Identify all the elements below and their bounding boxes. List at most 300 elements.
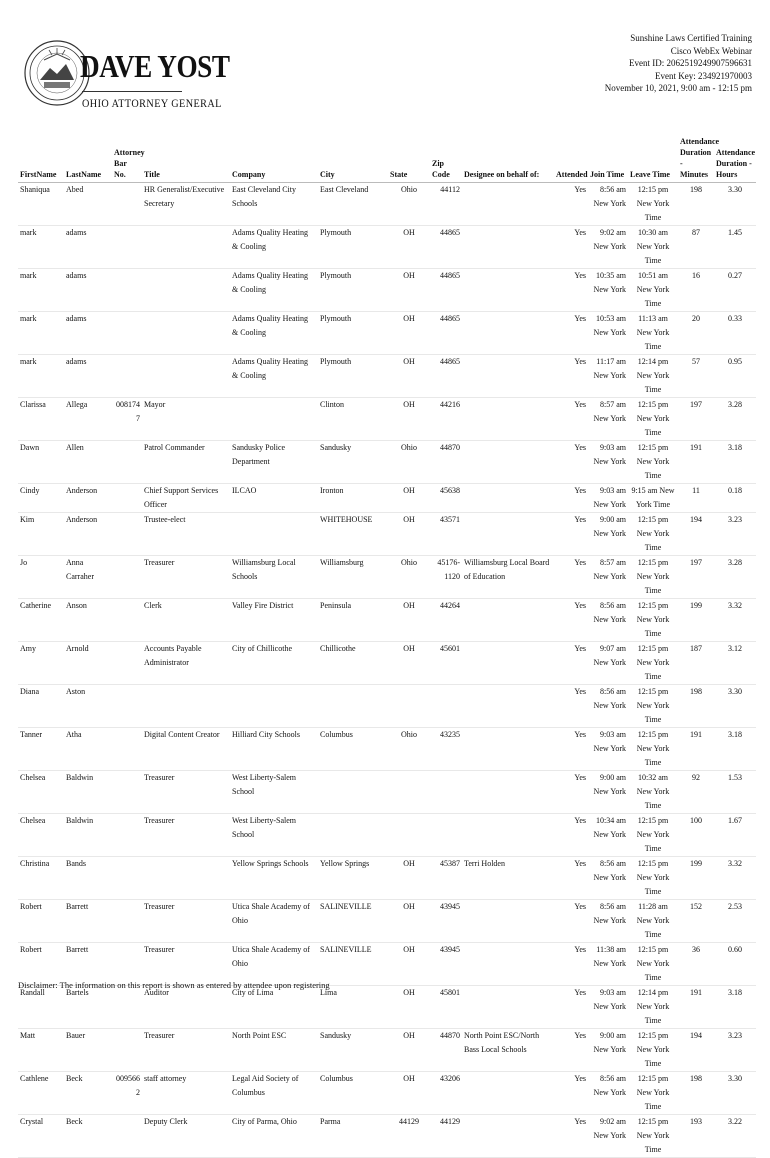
leave-time-cell: 12:15 pm New York Time (628, 1029, 678, 1072)
designee-cell (462, 1115, 554, 1158)
table-row (18, 1029, 756, 1072)
title-cell: Clerk (142, 599, 230, 642)
city-cell: Lima (318, 986, 388, 1029)
zip-cell: 45638 (430, 484, 462, 513)
first-name-cell: Diana (18, 685, 64, 728)
last-name-cell: Anna Carraher (64, 556, 112, 599)
hours-cell: 3.23 (714, 1029, 756, 1072)
minutes-cell: 16 (678, 269, 714, 312)
last-name-cell: Bauer (64, 1029, 112, 1072)
state-cell: OH (388, 943, 430, 986)
bar-no-cell (112, 513, 142, 556)
company-cell: ILCAO (230, 484, 318, 513)
leave-time-cell: 12:15 pm New York Time (628, 685, 678, 728)
first-name-cell: mark (18, 312, 64, 355)
last-name-cell: Allega (64, 398, 112, 441)
leave-time-cell: 11:13 am New York Time (628, 312, 678, 355)
first-name-cell: Crystal (18, 1115, 64, 1158)
table-row (18, 513, 756, 556)
leave-time-cell: 12:15 pm New York Time (628, 1072, 678, 1115)
hours-cell: 3.32 (714, 857, 756, 900)
bar-no-cell: 0095662 (112, 1072, 142, 1115)
last-name-cell: Abed (64, 183, 112, 226)
first-name-cell: Amy (18, 642, 64, 685)
zip-cell: 43945 (430, 900, 462, 943)
first-name-cell: Catherine (18, 599, 64, 642)
leave-time-cell: 12:15 pm New York Time (628, 599, 678, 642)
company-cell: Utica Shale Academy of Ohio (230, 900, 318, 943)
state-cell: OH (388, 484, 430, 513)
hours-cell: 3.30 (714, 685, 756, 728)
join-time-cell: 8:57 am New York (588, 556, 628, 599)
title-cell (142, 269, 230, 312)
table-row (18, 398, 756, 441)
designee-cell (462, 355, 554, 398)
attended-cell: Yes (554, 1115, 588, 1158)
hours-cell: 0.33 (714, 312, 756, 355)
attended-cell: Yes (554, 226, 588, 269)
city-cell: Williamsburg (318, 556, 388, 599)
join-time-cell: 8:56 am New York (588, 183, 628, 226)
hours-cell: 3.30 (714, 1072, 756, 1115)
zip-cell: 44112 (430, 183, 462, 226)
first-name-cell: Christina (18, 857, 64, 900)
join-time-cell: 9:03 am New York (588, 484, 628, 513)
first-name-cell: Tanner (18, 728, 64, 771)
join-time-cell: 10:34 am New York (588, 814, 628, 857)
designee-cell (462, 943, 554, 986)
title-cell (142, 685, 230, 728)
attended-cell: Yes (554, 728, 588, 771)
last-name-cell: Beck (64, 1115, 112, 1158)
title-cell: Digital Content Creator (142, 728, 230, 771)
attended-cell: Yes (554, 556, 588, 599)
company-cell (230, 685, 318, 728)
bar-no-cell (112, 269, 142, 312)
designee-cell (462, 986, 554, 1029)
table-row (18, 857, 756, 900)
company-cell: Williamsburg Local Schools (230, 556, 318, 599)
attended-cell: Yes (554, 441, 588, 484)
join-time-cell: 9:00 am New York (588, 1029, 628, 1072)
join-time-cell: 8:57 am New York (588, 398, 628, 441)
hours-cell: 3.28 (714, 556, 756, 599)
bar-no-cell (112, 484, 142, 513)
event-title: Sunshine Laws Certified Training (630, 33, 752, 43)
join-time-cell: 9:00 am New York (588, 513, 628, 556)
first-name-cell: Matt (18, 1029, 64, 1072)
col-title: Title (142, 136, 230, 183)
hours-cell: 0.18 (714, 484, 756, 513)
table-row (18, 269, 756, 312)
minutes-cell: 92 (678, 771, 714, 814)
minutes-cell: 198 (678, 1072, 714, 1115)
event-date: November 10, 2021, 9:00 am - 12:15 pm (604, 83, 752, 93)
company-cell: Sandusky Police Department (230, 441, 318, 484)
last-name-cell: Arnold (64, 642, 112, 685)
first-name-cell: Robert (18, 900, 64, 943)
zip-cell: 43235 (430, 728, 462, 771)
hours-cell: 0.95 (714, 355, 756, 398)
designee-cell (462, 183, 554, 226)
state-cell: OH (388, 642, 430, 685)
attended-cell: Yes (554, 771, 588, 814)
minutes-cell: 191 (678, 441, 714, 484)
col-leave-time: Leave Time (628, 136, 678, 183)
bar-no-cell (112, 183, 142, 226)
minutes-cell: 87 (678, 226, 714, 269)
state-cell: Ohio (388, 183, 430, 226)
title-cell (142, 312, 230, 355)
designee-cell (462, 685, 554, 728)
designee-cell: Williamsburg Local Board of Education (462, 556, 554, 599)
attended-cell: Yes (554, 986, 588, 1029)
table-row (18, 728, 756, 771)
leave-time-cell: 12:14 pm New York Time (628, 355, 678, 398)
attended-cell: Yes (554, 814, 588, 857)
col-state: State (388, 136, 430, 183)
minutes-cell: 194 (678, 1029, 714, 1072)
table-row (18, 685, 756, 728)
company-cell: City of Parma, Ohio (230, 1115, 318, 1158)
join-time-cell: 9:03 am New York (588, 728, 628, 771)
designee-cell (462, 269, 554, 312)
company-cell: West Liberty-Salem School (230, 814, 318, 857)
first-name-cell: Randall (18, 986, 64, 1029)
col-company: Company (230, 136, 318, 183)
last-name-cell: Bands (64, 857, 112, 900)
zip-cell: 43206 (430, 1072, 462, 1115)
attended-cell: Yes (554, 398, 588, 441)
join-time-cell: 8:56 am New York (588, 1072, 628, 1115)
leave-time-cell: 12:15 pm New York Time (628, 943, 678, 986)
minutes-cell: 199 (678, 857, 714, 900)
last-name-cell: Atha (64, 728, 112, 771)
title-cell: Treasurer (142, 556, 230, 599)
event-info (605, 32, 752, 95)
title-cell: staff attorney (142, 1072, 230, 1115)
table-row (18, 183, 756, 226)
last-name-cell: Anderson (64, 513, 112, 556)
city-cell (318, 771, 388, 814)
state-cell (388, 685, 430, 728)
title-cell: Deputy Clerk (142, 1115, 230, 1158)
city-cell: Peninsula (318, 599, 388, 642)
table-row (18, 484, 756, 513)
attended-cell: Yes (554, 599, 588, 642)
join-time-cell: 8:56 am New York (588, 599, 628, 642)
bar-no-cell (112, 900, 142, 943)
bar-no-cell (112, 312, 142, 355)
table-row (18, 1115, 756, 1158)
minutes-cell: 198 (678, 685, 714, 728)
leave-time-cell: 12:15 pm New York Time (628, 441, 678, 484)
designee-cell (462, 441, 554, 484)
zip-cell: 45176-1120 (430, 556, 462, 599)
join-time-cell: 10:35 am New York (588, 269, 628, 312)
designee-cell (462, 226, 554, 269)
state-cell: OH (388, 986, 430, 1029)
company-cell: Adams Quality Heating & Cooling (230, 355, 318, 398)
zip-cell: 45801 (430, 986, 462, 1029)
minutes-cell: 187 (678, 642, 714, 685)
first-name-cell: Chelsea (18, 771, 64, 814)
company-cell: Valley Fire District (230, 599, 318, 642)
table-row (18, 312, 756, 355)
hours-cell: 1.45 (714, 226, 756, 269)
city-cell: Sandusky (318, 1029, 388, 1072)
company-cell: City of Chillicothe (230, 642, 318, 685)
minutes-cell: 191 (678, 728, 714, 771)
col-designee: Designee on behalf of: (462, 136, 554, 183)
zip-cell (430, 685, 462, 728)
title-cell: Auditor (142, 986, 230, 1029)
attendee-rows (18, 183, 756, 1158)
leave-time-cell: 12:15 pm New York Time (628, 513, 678, 556)
designee-cell (462, 771, 554, 814)
attended-cell: Yes (554, 183, 588, 226)
company-cell: East Cleveland City Schools (230, 183, 318, 226)
title-cell: Treasurer (142, 1029, 230, 1072)
zip-cell: 44870 (430, 1029, 462, 1072)
leave-time-cell: 9:15 am New York Time (628, 484, 678, 513)
city-cell: Ironton (318, 484, 388, 513)
city-cell: East Cleveland (318, 183, 388, 226)
designee-cell: Terri Holden (462, 857, 554, 900)
state-cell (388, 771, 430, 814)
state-cell: OH (388, 1072, 430, 1115)
zip-cell (430, 771, 462, 814)
zip-cell: 43945 (430, 943, 462, 986)
last-name-cell: Barrett (64, 943, 112, 986)
minutes-cell: 36 (678, 943, 714, 986)
minutes-cell: 100 (678, 814, 714, 857)
attended-cell: Yes (554, 900, 588, 943)
state-cell: Ohio (388, 728, 430, 771)
city-cell: SALINEVILLE (318, 900, 388, 943)
state-cell: OH (388, 355, 430, 398)
col-minutes: Attendance Duration - Minutes (678, 136, 714, 183)
hours-cell: 3.30 (714, 183, 756, 226)
col-last-name: LastName (64, 136, 112, 183)
table-row (18, 986, 756, 1029)
company-cell (230, 398, 318, 441)
city-cell: Plymouth (318, 269, 388, 312)
company-cell: Yellow Springs Schools (230, 857, 318, 900)
hours-cell: 2.53 (714, 900, 756, 943)
leave-time-cell: 12:15 pm New York Time (628, 728, 678, 771)
join-time-cell: 8:56 am New York (588, 900, 628, 943)
last-name-cell: Aston (64, 685, 112, 728)
hours-cell: 3.22 (714, 1115, 756, 1158)
state-cell: 44129 (388, 1115, 430, 1158)
minutes-cell: 194 (678, 513, 714, 556)
table-row (18, 556, 756, 599)
leave-time-cell: 12:15 pm New York Time (628, 1115, 678, 1158)
city-cell (318, 685, 388, 728)
leave-time-cell: 12:15 pm New York Time (628, 398, 678, 441)
attended-cell: Yes (554, 269, 588, 312)
city-cell (318, 814, 388, 857)
last-name-cell: Allen (64, 441, 112, 484)
last-name-cell: adams (64, 269, 112, 312)
company-cell (230, 513, 318, 556)
last-name-cell: adams (64, 226, 112, 269)
city-cell: Plymouth (318, 312, 388, 355)
zip-cell: 44216 (430, 398, 462, 441)
first-name-cell: Cathlene (18, 1072, 64, 1115)
city-cell: SALINEVILLE (318, 943, 388, 986)
col-first-name: FirstName (18, 136, 64, 183)
company-cell: Legal Aid Society of Columbus (230, 1072, 318, 1115)
table-row (18, 900, 756, 943)
leave-time-cell: 10:30 am New York Time (628, 226, 678, 269)
brand-name: DAVE YOST (80, 48, 230, 84)
bar-no-cell (112, 1115, 142, 1158)
title-cell (142, 355, 230, 398)
bar-no-cell (112, 355, 142, 398)
table-row (18, 355, 756, 398)
first-name-cell: mark (18, 226, 64, 269)
title-cell (142, 226, 230, 269)
bar-no-cell (112, 771, 142, 814)
hours-cell: 3.12 (714, 642, 756, 685)
minutes-cell: 57 (678, 355, 714, 398)
designee-cell (462, 728, 554, 771)
bar-no-cell (112, 857, 142, 900)
company-cell: Adams Quality Heating & Cooling (230, 312, 318, 355)
last-name-cell: adams (64, 355, 112, 398)
bar-no-cell (112, 1029, 142, 1072)
last-name-cell: Baldwin (64, 771, 112, 814)
company-cell: Adams Quality Heating & Cooling (230, 269, 318, 312)
join-time-cell: 9:07 am New York (588, 642, 628, 685)
join-time-cell: 9:02 am New York (588, 226, 628, 269)
join-time-cell: 9:02 am New York (588, 1115, 628, 1158)
state-cell: OH (388, 900, 430, 943)
city-cell: Yellow Springs (318, 857, 388, 900)
col-join-time: Join Time (588, 136, 628, 183)
table-row (18, 441, 756, 484)
join-time-cell: 9:00 am New York (588, 771, 628, 814)
table-row (18, 1072, 756, 1115)
state-cell: OH (388, 513, 430, 556)
leave-time-cell: 12:15 pm New York Time (628, 814, 678, 857)
minutes-cell: 197 (678, 398, 714, 441)
attended-cell: Yes (554, 312, 588, 355)
last-name-cell: Anderson (64, 484, 112, 513)
minutes-cell: 198 (678, 183, 714, 226)
hours-cell: 3.18 (714, 441, 756, 484)
minutes-cell: 193 (678, 1115, 714, 1158)
leave-time-cell: 12:15 pm New York Time (628, 183, 678, 226)
zip-cell: 44264 (430, 599, 462, 642)
attended-cell: Yes (554, 943, 588, 986)
first-name-cell: Jo (18, 556, 64, 599)
minutes-cell: 199 (678, 599, 714, 642)
hours-cell: 1.53 (714, 771, 756, 814)
company-cell: Adams Quality Heating & Cooling (230, 226, 318, 269)
minutes-cell: 11 (678, 484, 714, 513)
designee-cell (462, 814, 554, 857)
zip-cell (430, 814, 462, 857)
first-name-cell: Cindy (18, 484, 64, 513)
zip-cell: 45601 (430, 642, 462, 685)
last-name-cell: adams (64, 312, 112, 355)
bar-no-cell (112, 642, 142, 685)
attended-cell: Yes (554, 1072, 588, 1115)
join-time-cell: 11:17 am New York (588, 355, 628, 398)
state-cell: OH (388, 269, 430, 312)
col-city: City (318, 136, 388, 183)
first-name-cell: Chelsea (18, 814, 64, 857)
bar-no-cell (112, 556, 142, 599)
title-cell: Treasurer (142, 814, 230, 857)
title-cell: Accounts Payable Administrator (142, 642, 230, 685)
attended-cell: Yes (554, 355, 588, 398)
last-name-cell: Barrett (64, 900, 112, 943)
hours-cell: 0.27 (714, 269, 756, 312)
city-cell: Chillicothe (318, 642, 388, 685)
table-header-row (18, 136, 756, 183)
hours-cell: 3.18 (714, 728, 756, 771)
join-time-cell: 11:38 am New York (588, 943, 628, 986)
city-cell: Plymouth (318, 355, 388, 398)
bar-no-cell: 0081747 (112, 398, 142, 441)
title-cell: Treasurer (142, 900, 230, 943)
zip-cell: 44865 (430, 226, 462, 269)
hours-cell: 3.28 (714, 398, 756, 441)
zip-cell: 44129 (430, 1115, 462, 1158)
minutes-cell: 191 (678, 986, 714, 1029)
attended-cell: Yes (554, 685, 588, 728)
designee-cell (462, 513, 554, 556)
leave-time-cell: 12:15 pm New York Time (628, 556, 678, 599)
event-platform: Cisco WebEx Webinar (670, 45, 752, 56)
city-cell: Sandusky (318, 441, 388, 484)
disclaimer: Disclaimer: The information on this report is shown as entered by attendee upon registering (18, 980, 330, 990)
zip-cell: 45387 (430, 857, 462, 900)
state-cell: OH (388, 857, 430, 900)
state-cell: OH (388, 1029, 430, 1072)
title-cell: HR Generalist/Executive Secretary (142, 183, 230, 226)
first-name-cell: Dawn (18, 441, 64, 484)
first-name-cell: Kim (18, 513, 64, 556)
designee-cell (462, 1072, 554, 1115)
table-row (18, 814, 756, 857)
designee-cell (462, 642, 554, 685)
company-cell: West Liberty-Salem School (230, 771, 318, 814)
bar-no-cell (112, 599, 142, 642)
attendee-table (18, 136, 756, 1158)
title-cell (142, 857, 230, 900)
hours-cell: 1.67 (714, 814, 756, 857)
bar-no-cell (112, 728, 142, 771)
first-name-cell: Robert (18, 943, 64, 986)
col-bar-no: Attorney Bar No. (112, 136, 142, 183)
city-cell: WHITEHOUSE (318, 513, 388, 556)
city-cell: Clinton (318, 398, 388, 441)
zip-cell: 43571 (430, 513, 462, 556)
city-cell: Columbus (318, 1072, 388, 1115)
state-cell: OH (388, 226, 430, 269)
col-zip: Zip Code (430, 136, 462, 183)
zip-cell: 44865 (430, 312, 462, 355)
last-name-cell: Beck (64, 1072, 112, 1115)
title-cell: Treasurer (142, 943, 230, 986)
company-cell: City of Lima (230, 986, 318, 1029)
col-attended: Attended (554, 136, 588, 183)
